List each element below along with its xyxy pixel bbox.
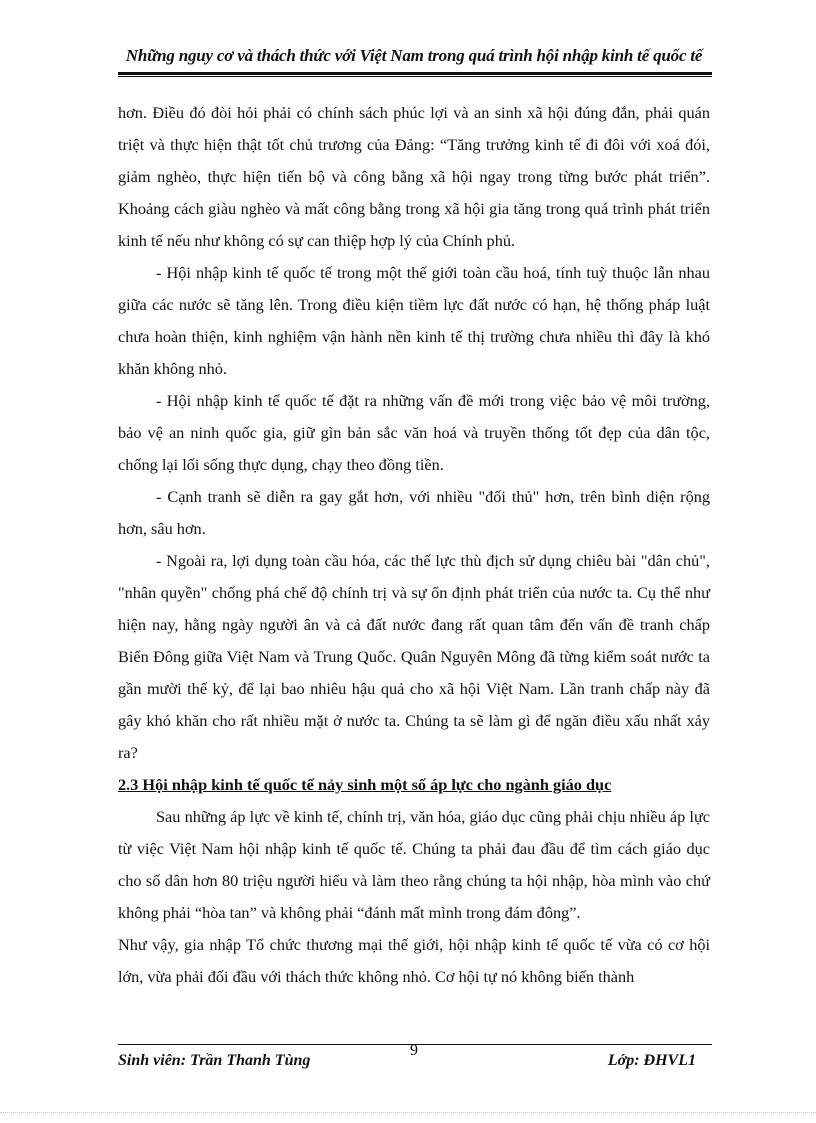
- paragraph-5: - Ngoài ra, lợi dụng toàn cầu hóa, các thế lực thù địch sử dụng chiêu bài "dân chủ", "nhân quyền" chống phá chế độ chính trị và sự ổn định phát triển của nước ta. Cụ thể như hiện nay, hằng ngày người ân và cả đất nước đang rất quan tâm đến vấn đề tranh chấp Biển Đông giữa Việt Nam và Trung Quốc. Quân Nguyên Mông đã từng kiểm soát nước ta gần mười thế kỷ, để lại bao nhiêu hậu quả cho xã hội Việt Nam. Lần tranh chấp này đã gây khó khăn cho rất nhiều mặt ở nước ta. Chúng ta sẽ làm gì để ngăn điều xấu nhất xảy ra?: [118, 551, 710, 762]
- paragraph-1: hơn. Điều đó đòi hỏi phải có chính sách phúc lợi và an sinh xã hội đúng đắn, phải quán triệt và thực hiện thật tốt chủ trương của Đảng: “Tăng trưởng kinh tế đi đôi với xoá đói, giảm nghèo, thực hiện tiến bộ và công bằng xã hội ngay trong từng bước phát triển”. Khoảng cách giàu nghèo và mất công bằng trong xã hội gia tăng trong quá trình phát triển kinh tế nếu như không có sự can thiệp hợp lý của Chính phủ.: [118, 103, 710, 250]
- header-rule: [118, 72, 712, 77]
- page-number: 9: [410, 1042, 418, 1059]
- page-edge-divider: [0, 1112, 816, 1113]
- running-footer: [118, 1042, 712, 1074]
- running-header: Những nguy cơ và thách thức với Việt Nam trong quá trình hội nhập kinh tế quốc tế: [125, 46, 703, 65]
- footer-class: Lớp: ĐHVL1: [607, 1052, 696, 1069]
- paragraph-3: - Hội nhập kinh tế quốc tế đặt ra những vấn đề mới trong việc bảo vệ môi trường, bảo vệ an ninh quốc gia, giữ gìn bản sắc văn hoá và truyền thống tốt đẹp của dân tộc, chống lại lối sống thực dụng, chạy theo đồng tiền.: [118, 391, 710, 474]
- section-heading: 2.3 Hội nhập kinh tế quốc tế nảy sinh một số áp lực cho ngành giáo dục: [118, 775, 612, 794]
- paragraph-7: Như vậy, gia nhập Tổ chức thương mại thế giới, hội nhập kinh tế quốc tế vừa có cơ hội lớn, vừa phải đối đầu với thách thức không nhỏ. Cơ hội tự nó không biến thành: [118, 935, 710, 986]
- paragraph-4: - Cạnh tranh sẽ diễn ra gay gắt hơn, với nhiều "đối thủ" hơn, trên bình diện rộng hơn, sâu hơn.: [118, 487, 710, 538]
- paragraph-6: Sau những áp lực về kinh tế, chính trị, văn hóa, giáo dục cũng phải chịu nhiều áp lực từ việc Việt Nam hội nhập kinh tế quốc tế. Chúng ta phải đau đầu để tìm cách giáo dục cho số dân hơn 80 triệu người hiểu và làm theo rằng chúng ta hội nhập, hòa mình vào chứ không phải “hòa tan” và không phải “đánh mất mình trong đám đông”.: [118, 807, 710, 922]
- footer-student-name: Sinh viên: Trần Thanh Tùng: [118, 1052, 311, 1069]
- paragraph-2: - Hội nhập kinh tế quốc tế trong một thế giới toàn cầu hoá, tính tuỳ thuộc lẫn nhau giữa các nước sẽ tăng lên. Trong điều kiện tiềm lực đất nước có hạn, hệ thống pháp luật chưa hoàn thiện, kinh nghiệm vận hành nền kinh tế thị trường chưa nhiều thì đây là khó khăn không nhỏ.: [118, 263, 710, 378]
- body-text: [118, 97, 710, 993]
